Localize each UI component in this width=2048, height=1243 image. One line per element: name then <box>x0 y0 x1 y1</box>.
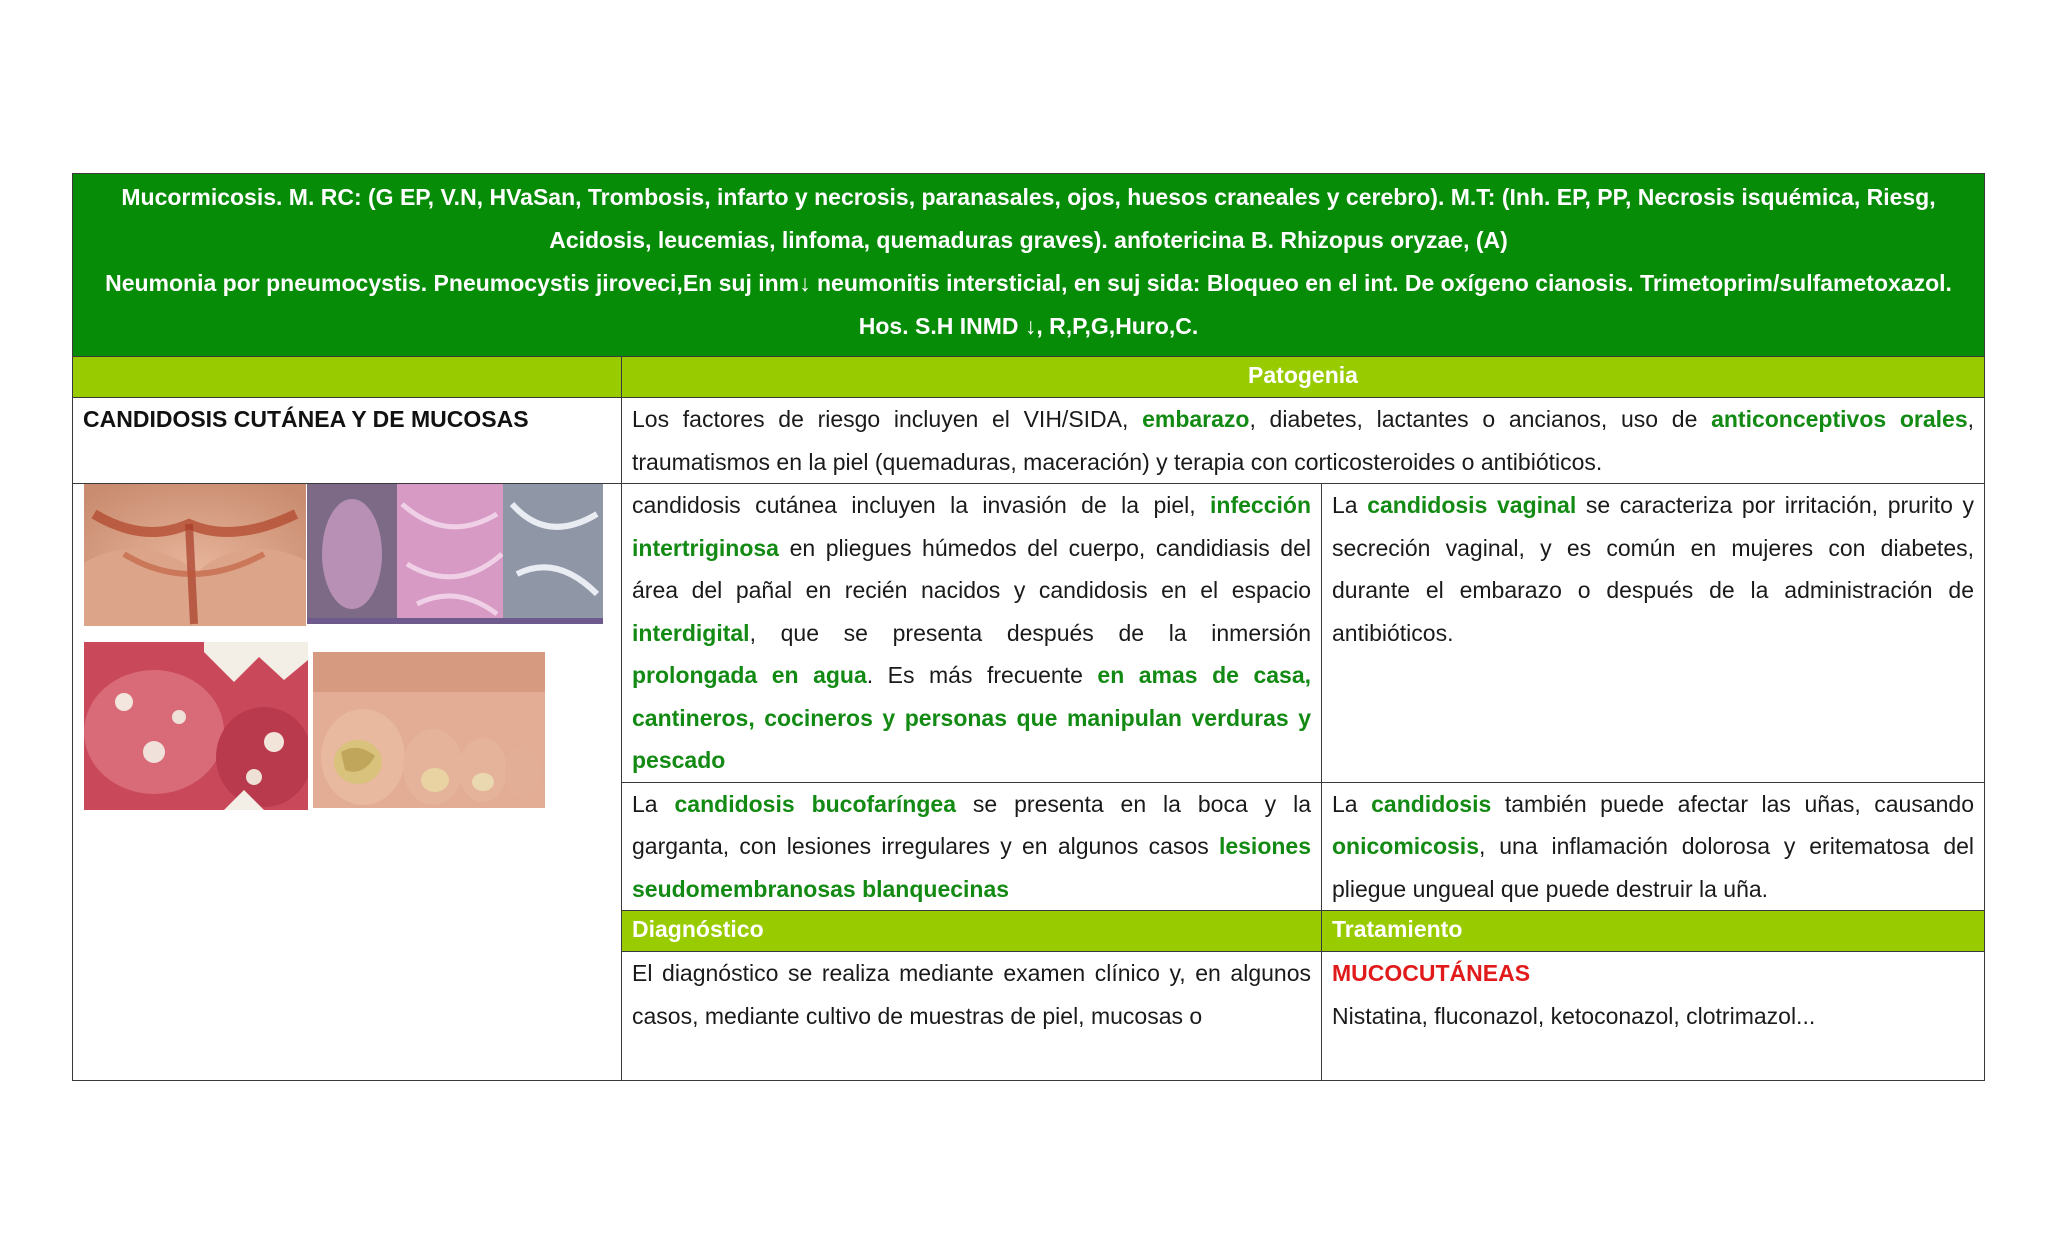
diagnostico-heading: Diagnóstico <box>622 911 1322 952</box>
bucofaringea-text: La candidosis bucofaríngea se presenta en la boca y la garganta, con lesiones irregulares y en algunos casos lesiones seudomembranosas blanquecinas <box>622 782 1322 911</box>
clinical-images-cell <box>73 484 622 1081</box>
cutanea-row <box>73 484 1985 783</box>
mucocutaneas-heading: MUCOCUTÁNEAS <box>1332 960 1531 986</box>
section-title: CANDIDOSIS CUTÁNEA Y DE MUCOSAS <box>73 398 622 484</box>
patogenia-heading: Patogenia <box>622 357 1985 398</box>
banner-pneumocystis: Neumonia por pneumocystis. Pneumocystis jiroveci,En suj inm↓ neumonitis intersticial, en suj sida: Bloqueo en el int. De oxígeno cianosis. Trimetoprim/sulfametoxazol. Hos. S.H INMD ↓, R,P,G,Huro,C. <box>105 270 1952 339</box>
banner-row <box>73 174 1985 357</box>
tratamiento-heading: Tratamiento <box>1322 911 1985 952</box>
cutanea-text: candidosis cutánea incluyen la invasión de la piel, infección intertriginosa en pliegues húmedos del cuerpo, candidiasis del área del pañal en recién nacidos y candidosis en el espacio interdigital, que se presenta después de la inmersión prolongada en agua. Es más frecuente en amas de casa, cantineros, cocineros y personas que manipulan verduras y pescado <box>622 484 1322 783</box>
diagnostico-text: El diagnóstico se realiza mediante examen clínico y, en algunos casos, mediante cultivo de muestras de piel, mucosas o <box>622 952 1322 1081</box>
vaginal-candidosis-photo <box>307 484 603 624</box>
intertrigo-photo <box>84 484 306 626</box>
tratamiento-drugs: Nistatina, fluconazol, ketoconazol, clotrimazol... <box>1332 1002 1816 1029</box>
header-band-empty <box>73 357 622 398</box>
banner-mucormicosis: Mucormicosis. M. RC: (G EP, V.N, HVaSan, Trombosis, infarto y necrosis, paranasales, ojos, huesos craneales y cerebro). M.T: (Inh. EP, PP, Necrosis isquémica, Riesg, Acidosis, leucemias, linfoma, quemaduras graves). anfotericina B. Rhizopus oryzae, (A) <box>121 184 1936 253</box>
vaginal-text: La candidosis vaginal se caracteriza por irritación, prurito y secreción vaginal, y es común en mujeres con diabetes, durante el embarazo o después de la administración de antibióticos. <box>1322 484 1985 783</box>
document-sheet <box>72 173 1984 1081</box>
risk-row <box>73 398 1985 484</box>
onychomycosis-photo <box>313 652 545 808</box>
risk-factors-text: Los factores de riesgo incluyen el VIH/SIDA, embarazo, diabetes, lactantes o ancianos, uso de anticonceptivos orales, traumatismos en la piel (quemaduras, maceración) y terapia con corticosteroides o antibióticos. <box>622 398 1985 484</box>
banner-cell <box>73 174 1985 357</box>
onicomicosis-text: La candidosis también puede afectar las uñas, causando onicomicosis, una inflamación dolorosa y eritematosa del pliegue ungueal que puede destruir la uña. <box>1322 782 1985 911</box>
candidosis-table <box>72 173 1985 1081</box>
oral-thrush-photo <box>84 642 308 810</box>
header-band-row <box>73 357 1985 398</box>
tratamiento-cell <box>1322 952 1985 1081</box>
